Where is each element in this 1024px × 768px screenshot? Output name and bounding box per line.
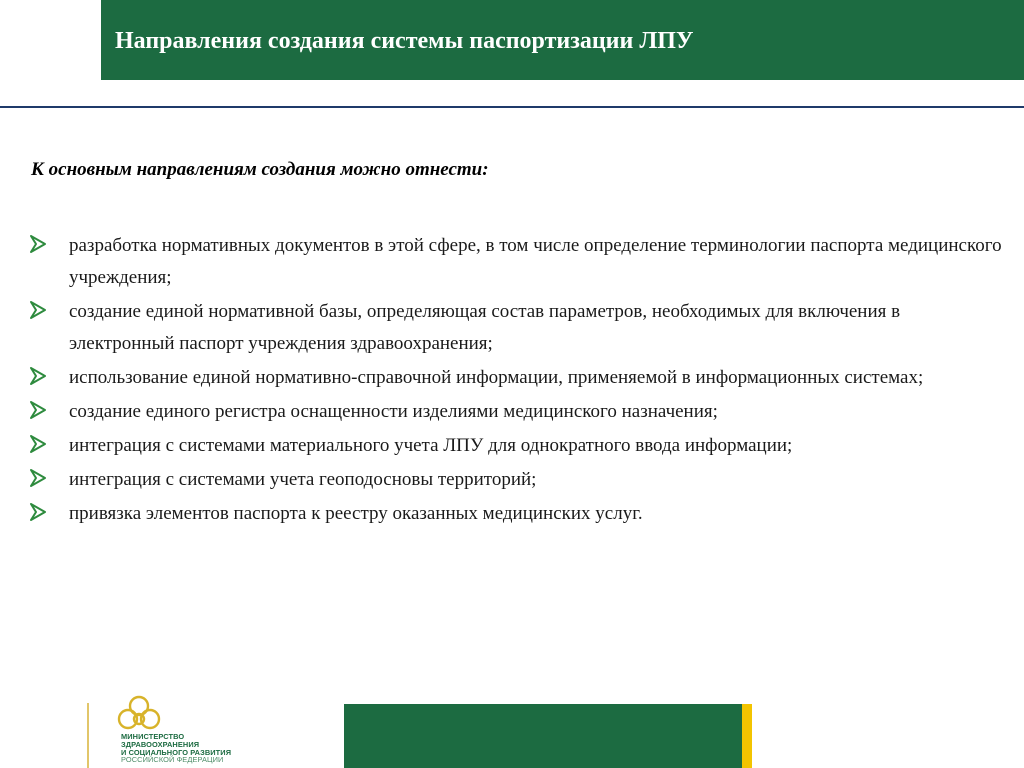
ministry-line: МИНИСТЕРСТВО [121, 732, 185, 741]
arrow-bullet-icon [29, 468, 47, 488]
arrow-bullet-icon [29, 300, 47, 320]
title-bar [101, 0, 1024, 80]
list-item-text: привязка элементов паспорта к реестру оказанных медицинских услуг. [69, 503, 643, 524]
list-item-text: создание единого регистра оснащенности изделиями медицинского назначения; [69, 401, 718, 422]
arrow-bullet-icon [29, 366, 47, 386]
arrow-bullet-icon [29, 502, 47, 522]
arrow-bullet-icon [29, 400, 47, 420]
footer-yellow-stripe [742, 704, 752, 768]
direction-list [29, 230, 1004, 532]
slide-subtitle: К основным направлениям создания можно отнести: [31, 159, 489, 180]
list-item [29, 498, 1004, 530]
list-item-text: использование единой нормативно-справочной информации, применяемой в информационных системах; [69, 367, 924, 388]
ministry-line: ЗДРАВООХРАНЕНИЯ [121, 739, 200, 749]
footer-divider [87, 703, 89, 768]
ministry-line: РОССИЙСКОЙ ФЕДЕРАЦИИ [121, 755, 224, 765]
list-item-text: разработка нормативных документов в этой сфере, в том числе определение терминологии паспорта медицинского учреждения; [69, 235, 1002, 288]
list-item [29, 362, 1004, 394]
list-item [29, 296, 1004, 360]
list-item-text: интеграция с системами материального учета ЛПУ для однократного ввода информации; [69, 435, 793, 456]
list-item [29, 230, 1004, 294]
ministry-line: И СОЦИАЛЬНОГО РАЗВИТИЯ [121, 747, 232, 757]
footer-green-block [344, 704, 742, 768]
title-divider [0, 106, 1024, 108]
ministry-name [121, 733, 231, 764]
arrow-bullet-icon [29, 234, 47, 254]
list-item-text: создание единой нормативной базы, определяющая состав параметров, необходимых для включения в электронный паспорт учреждения здравоохранения; [69, 301, 901, 354]
list-item [29, 464, 1004, 496]
list-item [29, 430, 1004, 462]
slide-title: Направления создания системы паспортизации ЛПУ [115, 28, 694, 54]
list-item-text: интеграция с системами учета геоподосновы территорий; [69, 469, 537, 490]
list-item [29, 396, 1004, 428]
arrow-bullet-icon [29, 434, 47, 454]
